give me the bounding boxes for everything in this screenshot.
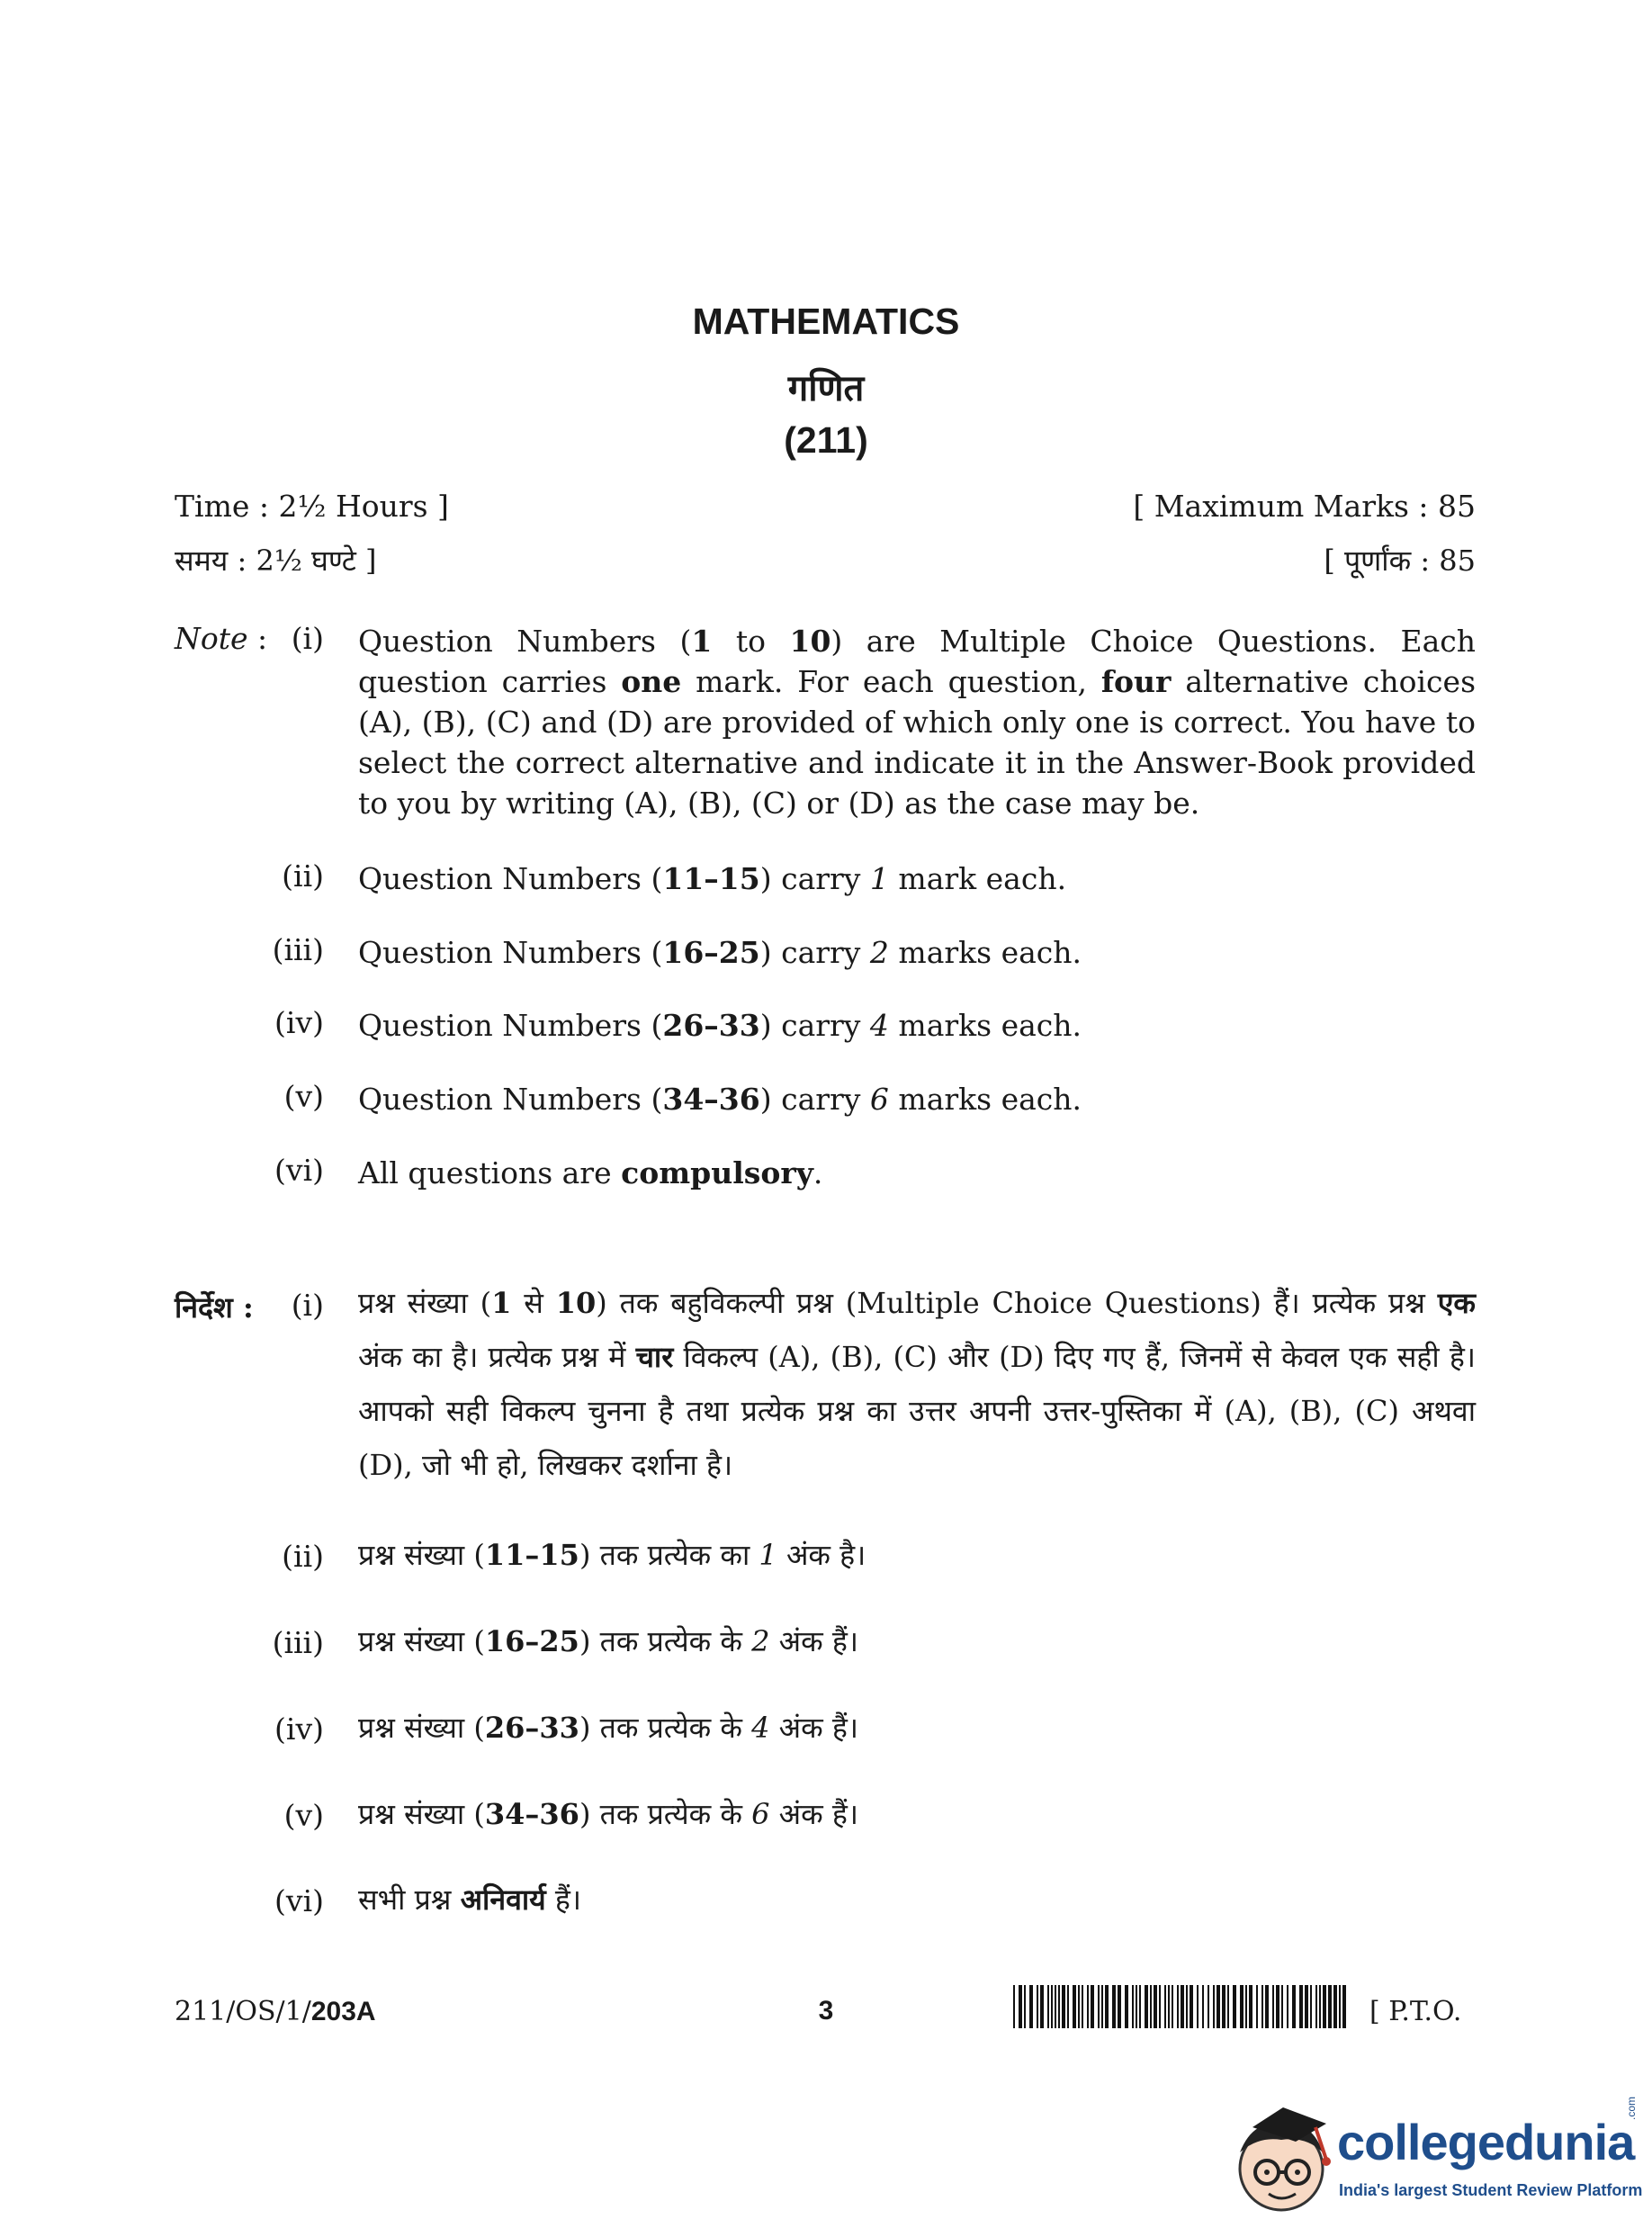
note-item-3-hindi: प्रश्न संख्या (16–25) तक प्रत्येक के 2 अंक हैं।: [358, 1624, 858, 1658]
barcode-bar: [1051, 1985, 1053, 2028]
note-item-6-hindi: सभी प्रश्न अनिवार्य हैं।: [358, 1882, 582, 1917]
barcode-bar: [1029, 1985, 1033, 2028]
barcode-bar: [1037, 1985, 1038, 2028]
barcode-bar: [1281, 1985, 1283, 2028]
barcode-bar: [1024, 1985, 1026, 2028]
maximum-marks-hindi: [ पूर्णांक : 85: [1324, 544, 1476, 578]
barcode-icon: [1013, 1985, 1351, 2028]
note-item-number: (v): [283, 1079, 324, 1114]
note-item-number: (iv): [274, 1711, 324, 1747]
barcode-bar: [1087, 1985, 1089, 2028]
page-number: 3: [818, 1996, 834, 2026]
barcode-bar: [1339, 1985, 1341, 2028]
barcode-bar: [1078, 1985, 1080, 2028]
barcode-bar: [1125, 1985, 1128, 2028]
note-item-number: (v): [283, 1798, 324, 1833]
barcode-bar: [1139, 1985, 1141, 2028]
note-item-3: Question Numbers (16–25) carry 2 marks each.: [358, 935, 1082, 970]
barcode-bar: [1222, 1985, 1226, 2028]
barcode-bar: [1055, 1985, 1056, 2028]
note-item-number: (iv): [274, 1005, 324, 1040]
barcode-bar: [1098, 1985, 1100, 2028]
barcode-bar: [1315, 1985, 1317, 2028]
barcode-bar: [1265, 1985, 1269, 2028]
barcode-bar: [1058, 1985, 1060, 2028]
note-item-number: (ii): [282, 1539, 324, 1574]
note-item-number: (vi): [274, 1153, 324, 1188]
barcode-bar: [1062, 1985, 1065, 2028]
note-item-number: (iii): [272, 932, 324, 967]
barcode-bar: [1073, 1985, 1076, 2028]
collegedunia-tagline: India's largest Student Review Platform: [1339, 2181, 1643, 2199]
collegedunia-brand: collegedunia: [1337, 2114, 1635, 2170]
barcode-bar: [1159, 1985, 1161, 2028]
barcode-bar: [1150, 1985, 1152, 2028]
barcode-bar: [1323, 1985, 1326, 2028]
barcode-bar: [1118, 1985, 1121, 2028]
barcode-bar: [1181, 1985, 1184, 2028]
barcode-bar: [1082, 1985, 1083, 2028]
note-item-6: All questions are compulsory.: [358, 1155, 823, 1190]
barcode-bar: [1333, 1985, 1337, 2028]
barcode-bar: [1040, 1985, 1044, 2028]
note-item-number: (iii): [272, 1625, 324, 1660]
note-item-1-hindi: प्रश्न संख्या (1 से 10) तक बहुविकल्पी प्रश्न (Multiple Choice Questions) हैं। प्रत्येक प्रश्न एक अंक का है। प्रत्येक प्रश्न में चार विकल्प (A), (B), (C) और (D) दिए गए हैं, जिनमें से केवल एक सही है। आपको सही विकल्प चुनना है तथा प्रत्येक प्रश्न का उत्तर अपनी उत्तर-पुस्तिका में (A), (B), (C) अथवा (D), जो भी हो, लिखकर दर्शाना है।: [358, 1286, 1476, 1482]
note-item-1: Question Numbers (1 to 10) are Multiple Choice Questions. Each question carries one mark. For each question, four alternative choices (A), (B), (C) and (D) are provided of which only one is correct. You have to select the correct alternative and indicate it in the Answer-Book provided to you by writing (A), (B), (C) or (D) as the case may be.: [358, 624, 1477, 821]
note-label: Note :: [175, 621, 268, 656]
barcode-bar: [1299, 1985, 1303, 2028]
barcode-bar: [1112, 1985, 1116, 2028]
barcode-bar: [1197, 1985, 1199, 2028]
barcode-bar: [1013, 1985, 1015, 2028]
note-item-2: Question Numbers (11–15) carry 1 mark each.: [358, 861, 1067, 896]
barcode-bar: [1172, 1985, 1173, 2028]
barcode-bar: [1202, 1985, 1204, 2028]
subject-title: MATHEMATICS: [692, 301, 960, 342]
barcode-bar: [1310, 1985, 1312, 2028]
barcode-bar: [1164, 1985, 1166, 2028]
subject-title-hindi: गणित: [787, 367, 865, 409]
barcode-bar: [1261, 1985, 1263, 2028]
barcode-bar: [1256, 1985, 1258, 2028]
barcode-bar: [1328, 1985, 1332, 2028]
barcode-bar: [1154, 1985, 1157, 2028]
maximum-marks: [ Maximum Marks : 85: [1133, 489, 1476, 524]
pto-label: [ P.T.O.: [1369, 1996, 1462, 2027]
barcode-bar: [1177, 1985, 1179, 2028]
barcode-bar: [1019, 1985, 1022, 2028]
barcode-bar: [1240, 1985, 1243, 2028]
time-allowed: Time : 2½ Hours ]: [175, 489, 449, 524]
note-item-number: (ii): [282, 858, 324, 894]
collegedunia-domain: .com: [1625, 2096, 1638, 2120]
barcode-bar: [1233, 1985, 1236, 2028]
barcode-bar: [1091, 1985, 1094, 2028]
note-item-number: (i): [291, 1288, 324, 1323]
barcode-bar: [1342, 1985, 1346, 2028]
barcode-bar: [1213, 1985, 1215, 2028]
barcode-bar: [1305, 1985, 1308, 2028]
barcode-bar: [1227, 1985, 1229, 2028]
barcode-bar: [1047, 1985, 1049, 2028]
barcode-bar: [1132, 1985, 1134, 2028]
barcode-bar: [1067, 1985, 1069, 2028]
barcode-bar: [1208, 1985, 1209, 2028]
barcode-bar: [1168, 1985, 1170, 2028]
barcode-bar: [1245, 1985, 1247, 2028]
barcode-bar: [1145, 1985, 1148, 2028]
note-item-5-hindi: प्रश्न संख्या (34–36) तक प्रत्येक के 6 अंक हैं।: [358, 1797, 858, 1831]
barcode-bar: [1249, 1985, 1252, 2028]
barcode-bar: [1101, 1985, 1103, 2028]
barcode-bar: [1292, 1985, 1296, 2028]
barcode-bar: [1136, 1985, 1137, 2028]
time-allowed-hindi: समय : 2½ घण्टे ]: [175, 544, 377, 578]
note-item-number: (i): [291, 621, 324, 656]
barcode-bar: [1276, 1985, 1279, 2028]
note-item-4: Question Numbers (26–33) carry 4 marks each.: [358, 1008, 1082, 1043]
barcode-bar: [1272, 1985, 1274, 2028]
paper-code: 211/OS/1/203A: [175, 1996, 376, 2027]
subject-code: (211): [784, 419, 868, 461]
barcode-bar: [1217, 1985, 1220, 2028]
note-item-5: Question Numbers (34–36) carry 6 marks each.: [358, 1082, 1082, 1117]
barcode-bar: [1186, 1985, 1188, 2028]
note-item-2-hindi: प्रश्न संख्या (11–15) तक प्रत्येक का 1 अंक है।: [358, 1538, 866, 1572]
note-label-hindi: निर्देश :: [175, 1290, 254, 1325]
barcode-bar: [1105, 1985, 1109, 2028]
note-item-4-hindi: प्रश्न संख्या (26–33) तक प्रत्येक के 4 अंक हैं।: [358, 1711, 858, 1745]
barcode-bar: [1287, 1985, 1288, 2028]
note-item-number: (vi): [274, 1883, 324, 1918]
barcode-bar: [1190, 1985, 1193, 2028]
barcode-bar: [1319, 1985, 1321, 2028]
